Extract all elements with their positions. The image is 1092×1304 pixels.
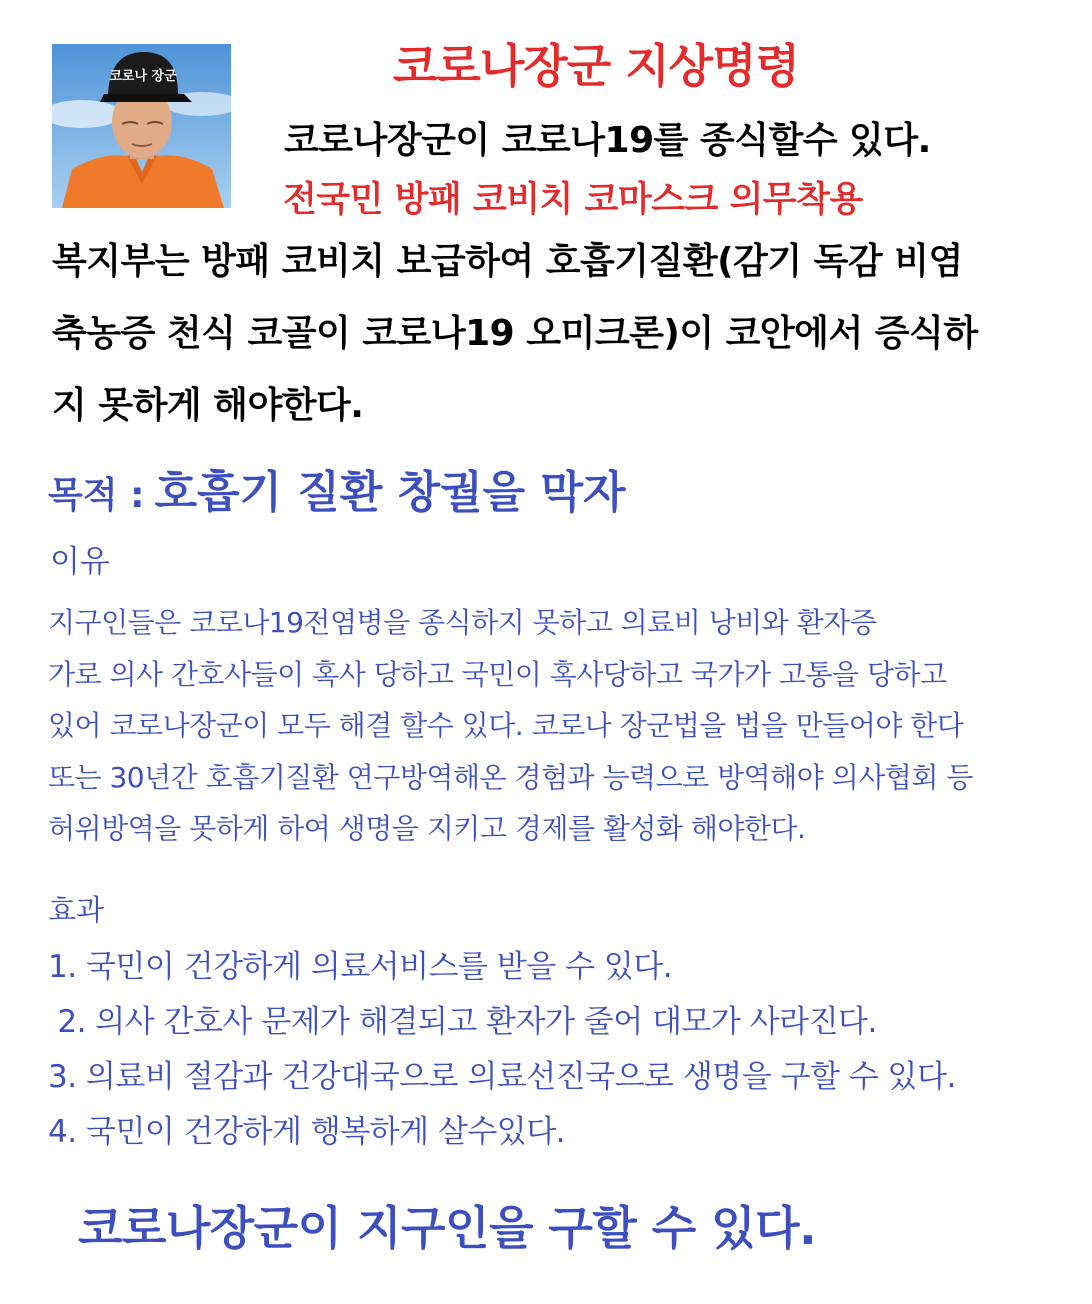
- purpose-text: 호흡기 질환 창궐을 막자: [154, 467, 626, 518]
- reason-line: 가로 의사 간호사들이 혹사 당하고 국민이 혹사당하고 국가가 고통을 당하고: [48, 657, 947, 691]
- purpose-heading: [48, 456, 625, 520]
- reason-line: 있어 코로나장군이 모두 해결 할수 있다. 코로나 장군법을 법을 만들어야 한다: [48, 709, 964, 742]
- intro-line: 복지부는 방패 코비치 보급하여 호흡기질환(감기 독감 비염: [52, 241, 963, 282]
- closing-statement: 코로나장군이 지구인을 구할 수 있다.: [78, 1201, 817, 1255]
- effect-list: [48, 940, 956, 1160]
- reason-line: 허위방역을 못하게 하여 생명을 지키고 경제를 활성화 해야한다.: [48, 812, 806, 845]
- reason-title: 이유: [50, 544, 110, 580]
- list-item: 2. 의사 간호사 문제가 해결되고 환자가 줄어 대모가 사라진다.: [48, 1004, 877, 1040]
- intro-paragraph: [52, 226, 1052, 442]
- mandate-text: 전국민 방패 코비치 코마스크 의무착용: [283, 180, 863, 220]
- portrait-photo: [52, 44, 231, 208]
- purpose-label: 목적 :: [48, 475, 145, 516]
- reason-line: 지구인들은 코로나19전염병을 종식하지 못하고 의료비 낭비와 환자증: [48, 606, 877, 639]
- effect-title: 효과: [48, 893, 105, 927]
- reason-line: 또는 30년간 호흡기질환 연구방역해온 경험과 능력으로 방역해야 의사협회 등: [48, 760, 973, 794]
- subtitle: 코로나장군이 코로나19를 종식할수 있다.: [284, 120, 931, 161]
- hat-text: 코로나 장군: [109, 69, 177, 84]
- list-item: 3. 의료비 절감과 건강대국으로 의료선진국으로 생명을 구할 수 있다.: [48, 1059, 956, 1095]
- page-title: 코로나장군 지상명령: [393, 39, 799, 93]
- list-item: 1. 국민이 건강하게 의료서비스를 받을 수 있다.: [48, 949, 673, 985]
- intro-line: 축농증 천식 코골이 코로나19 오미크론)이 코안에서 증식하: [52, 313, 978, 354]
- intro-line: 지 못하게 해야한다.: [52, 385, 364, 426]
- list-item: 4. 국민이 건강하게 행복하게 살수있다.: [48, 1114, 566, 1150]
- reason-paragraph: [48, 597, 973, 855]
